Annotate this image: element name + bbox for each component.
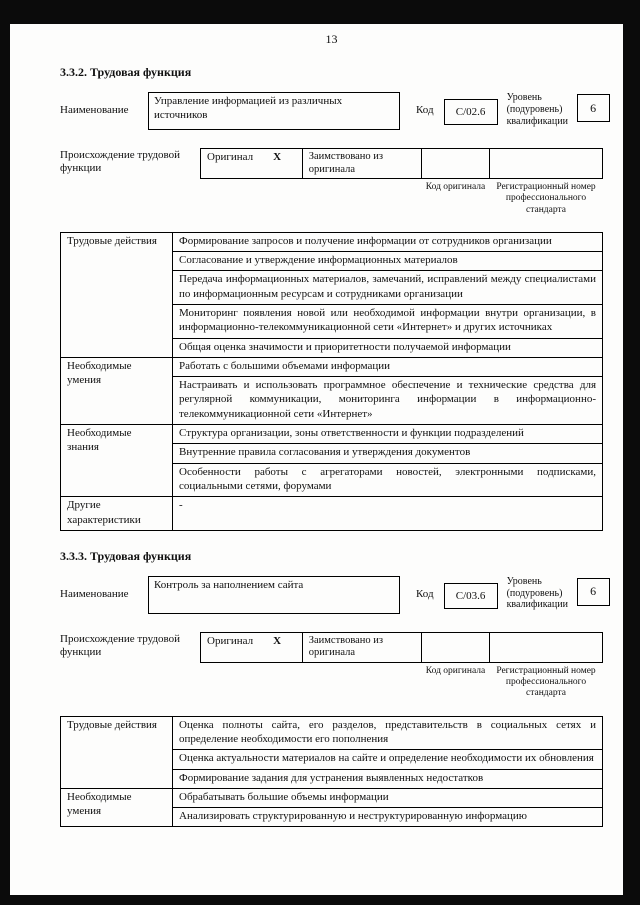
- table-cell: Общая оценка значимости и приоритетности получаемой информации: [173, 338, 603, 357]
- function-code-box: С/03.6: [444, 583, 498, 609]
- table-cell: Формирование запросов и получение информации от сотрудников организации: [173, 232, 603, 251]
- origin-original-mark: Х: [273, 634, 282, 647]
- table-cell: Мониторинг появления новой или необходимой информации внутри организации, в информационно-телекоммуникационной сети «Интернет» и других источниках: [173, 304, 603, 338]
- group-label-required-knowledge: Необходимые знания: [61, 425, 173, 497]
- origin-reg-empty-cell: [490, 632, 603, 662]
- table-row: [61, 357, 603, 376]
- level-value-box: 6: [577, 94, 610, 122]
- origin-table: [200, 632, 603, 700]
- labor-function-table-2: [60, 716, 603, 828]
- origin-form-2: [60, 632, 603, 700]
- origin-borrowed-cell: Заимствовано из оригинала: [302, 632, 421, 662]
- function-header-form-1: [60, 92, 603, 130]
- page-number: 13: [325, 32, 338, 46]
- origin-table: [200, 148, 603, 216]
- level-value-box: 6: [577, 578, 610, 606]
- table-row: [61, 788, 603, 807]
- table-cell: Особенности работы с агрегаторами новостей, электронными подписками, социальными сетями, форумами: [173, 463, 603, 497]
- origin-caption-spacer: [201, 179, 303, 216]
- origin-reg-caption: Регистрационный номер профессионального стандарта: [496, 666, 596, 699]
- origin-code-empty-cell: [421, 632, 489, 662]
- table-row: [61, 497, 603, 531]
- origin-reg-empty-cell: [490, 149, 603, 179]
- origin-captions-row: [201, 179, 603, 216]
- function-header-form-2: [60, 576, 603, 614]
- origin-original-cell: [201, 632, 303, 662]
- origin-caption-spacer: [201, 663, 303, 700]
- level-label: Уровень (подуровень) квалификации: [506, 92, 568, 127]
- function-name-box: Контроль за наполнением сайта: [148, 576, 400, 614]
- code-label: Код: [416, 587, 434, 600]
- code-label: Код: [416, 104, 434, 116]
- table-cell: Настраивать и использовать программное обеспечение и технические средства для регулярной коммуникации, мониторинга информации в информационно-телекоммуникационной сети «Интернет»: [173, 377, 603, 425]
- group-label-labor-actions: Трудовые действия: [61, 232, 173, 357]
- table-cell: Оценка полноты сайта, его разделов, представительств в социальных сетях и определение необходимости его пополнения: [173, 716, 603, 750]
- table-cell: Согласование и утверждение информационных материалов: [173, 252, 603, 271]
- section-heading-3-3-3: 3.3.3. Трудовая функция: [60, 548, 192, 563]
- group-label-required-skills: Необходимые умения: [61, 788, 173, 827]
- group-label-other-characteristics: Другие характеристики: [61, 497, 173, 531]
- origin-label: Происхождение трудовой функции: [60, 632, 181, 659]
- origin-captions-row: [201, 663, 603, 700]
- table-cell: Формирование задания для устранения выявленных недостатков: [173, 769, 603, 788]
- name-label: Наименование: [60, 104, 129, 116]
- origin-code-empty-cell: [421, 149, 489, 179]
- table-cell: Обрабатывать большие объемы информации: [173, 788, 603, 807]
- table-cell: Передача информационных материалов, замечаний, исправлений между специалистами по информационным ресурсам и сотрудниками организации: [173, 271, 603, 305]
- table-cell: Структура организации, зоны ответственности и функции подразделений: [173, 425, 603, 444]
- table-cell: Анализировать структурированную и неструктурированную информацию: [173, 808, 603, 827]
- origin-form-1: [60, 148, 603, 216]
- origin-original-label: Оригинал: [207, 634, 254, 647]
- origin-caption-spacer: [302, 179, 421, 216]
- table-row: [61, 232, 603, 251]
- section-heading-3-3-2: 3.3.2. Трудовая функция: [60, 65, 192, 79]
- origin-original-label: Оригинал: [207, 151, 254, 163]
- origin-reg-caption: Регистрационный номер профессионального стандарта: [496, 182, 596, 215]
- table-cell: Внутренние правила согласования и утверждения документов: [173, 444, 603, 463]
- document-page: [10, 24, 623, 895]
- table-row: [61, 716, 603, 750]
- level-label: Уровень (подуровень) квалификации: [506, 575, 568, 611]
- origin-original-cell: [201, 149, 303, 179]
- origin-label: Происхождение трудовой функции: [60, 149, 181, 175]
- table-cell: Оценка актуальности материалов на сайте и определение необходимости их обновления: [173, 750, 603, 769]
- origin-row: [201, 632, 603, 662]
- table-cell: -: [173, 497, 603, 531]
- function-code-box: С/02.6: [444, 99, 498, 125]
- table-row: [61, 425, 603, 444]
- labor-function-table-1: [60, 232, 603, 531]
- origin-code-caption: Код оригинала: [425, 666, 486, 677]
- table-cell: Работать с большими объемами информации: [173, 357, 603, 376]
- group-label-labor-actions: Трудовые действия: [61, 716, 173, 788]
- origin-caption-spacer: [302, 663, 421, 700]
- origin-code-caption: Код оригинала: [425, 182, 486, 193]
- origin-borrowed-cell: Заимствовано из оригинала: [302, 149, 421, 179]
- group-label-required-skills: Необходимые умения: [61, 357, 173, 424]
- name-label: Наименование: [60, 587, 129, 600]
- function-name-box: Управление информацией из различных источников: [148, 92, 400, 130]
- origin-row: [201, 149, 603, 179]
- origin-original-mark: Х: [273, 151, 282, 163]
